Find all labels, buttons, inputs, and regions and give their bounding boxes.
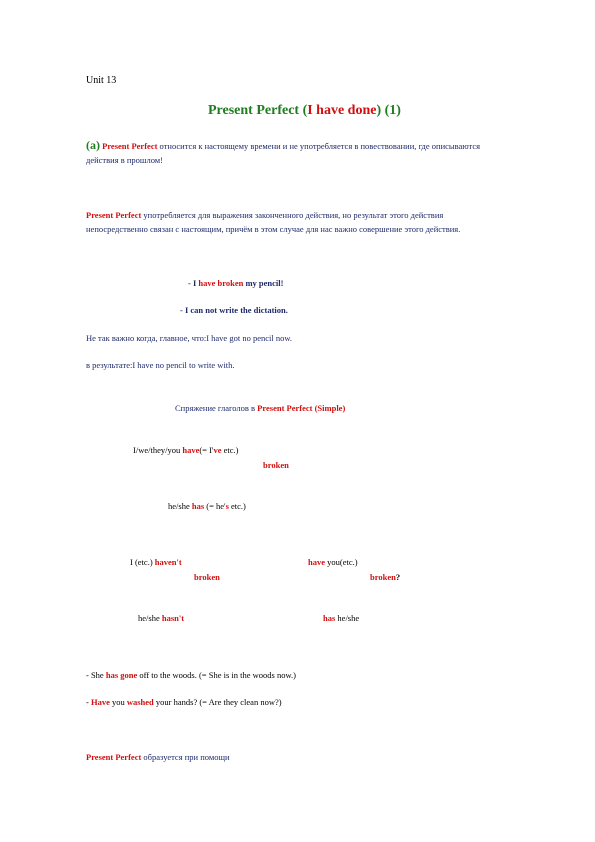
conj-text: Спряжение глаголов в <box>175 403 258 413</box>
q2-verb: has <box>323 613 336 623</box>
ex4-verb2: washed <box>126 697 154 707</box>
title-part1: Present Perfect ( <box>208 103 308 118</box>
conjugation-heading <box>175 403 345 414</box>
i-we-ve: ve <box>213 445 222 455</box>
example-4 <box>86 697 282 708</box>
ex1-pre: - I <box>188 278 199 288</box>
broken-2: broken <box>194 572 220 582</box>
para-a-marker: (a) <box>86 138 100 152</box>
row-question <box>308 557 358 568</box>
row-negative <box>130 557 182 568</box>
i-we-paren-pre: (= I' <box>199 445 214 455</box>
ex1-verb1: have <box>198 278 216 288</box>
he-she-paren-pre: (= he' <box>204 501 226 511</box>
neg2-verb: hasn't <box>161 613 185 623</box>
ex1-verb2: broken <box>217 278 244 288</box>
row-i-we <box>133 445 239 456</box>
ex3-pre: - She <box>86 670 106 680</box>
final-line <box>86 752 230 763</box>
i-we-verb: have <box>182 445 200 455</box>
he-she-s: s <box>225 501 229 511</box>
he-she-pre: he/she <box>168 501 192 511</box>
para-a-line1 <box>86 140 480 152</box>
title-part3: ) (1) <box>376 103 401 118</box>
broken-3: broken <box>370 572 396 582</box>
para-a-line2: действия в прошлом! <box>86 155 164 165</box>
he-she-paren-post: etc.) <box>228 501 246 511</box>
example-1 <box>188 278 283 289</box>
row-negative-2 <box>138 613 184 624</box>
note-1: Не так важно когда, главное, что:I have got no pencil now. <box>86 333 293 343</box>
ex1-post: my pencil! <box>243 278 284 288</box>
ex3-verb: has gone <box>105 670 138 680</box>
broken-1: broken <box>263 460 289 470</box>
page-title <box>208 102 401 119</box>
question-mark: ? <box>395 572 401 582</box>
q2-post: he/she <box>335 613 360 623</box>
unit-label: Unit 13 <box>86 75 117 86</box>
para2-text1: употребляется для выражения законченного действия, но результат этого действия <box>141 210 444 220</box>
title-part2: I have done <box>307 103 377 118</box>
para2-line2: непосредственно связан с настоящим, причём в этом случае для нас важно совершение этого действия. <box>86 224 461 234</box>
para-a-text1: относится к настоящему времени и не употребляется в повествовании, где описываются <box>157 141 481 151</box>
q-verb: have <box>308 557 325 567</box>
neg2-pre: he/she <box>138 613 162 623</box>
i-we-pre: I/we/they/you <box>133 445 183 455</box>
neg-verb: haven't <box>154 557 182 567</box>
example-2: - I can not write the dictation. <box>180 305 288 315</box>
ex4-mid: you <box>109 697 127 707</box>
ex4-verb1: Have <box>90 697 110 707</box>
note-2: в результате:I have no pencil to write with. <box>86 360 235 370</box>
q-post: you(etc.) <box>325 557 358 567</box>
he-she-verb: has <box>191 501 205 511</box>
para2-line1 <box>86 210 443 221</box>
ex4-post: your hands? (= Are they clean now?) <box>153 697 282 707</box>
para2-term: Present Perfect <box>86 210 142 220</box>
i-we-paren-post: etc.) <box>221 445 239 455</box>
neg-pre: I (etc.) <box>130 557 155 567</box>
row-question-2 <box>323 613 359 624</box>
example-3 <box>86 670 296 681</box>
broken-3-question <box>370 572 400 583</box>
ex3-post: off to the woods. (= She is in the woods now.) <box>137 670 296 680</box>
para-a-term: Present Perfect <box>102 141 158 151</box>
ex4-pre: - <box>86 697 91 707</box>
row-he-she <box>168 501 246 512</box>
conj-term: Present Perfect (Simple) <box>257 403 346 413</box>
final-text: образуется при помощи <box>141 752 230 762</box>
final-term: Present Perfect <box>86 752 142 762</box>
